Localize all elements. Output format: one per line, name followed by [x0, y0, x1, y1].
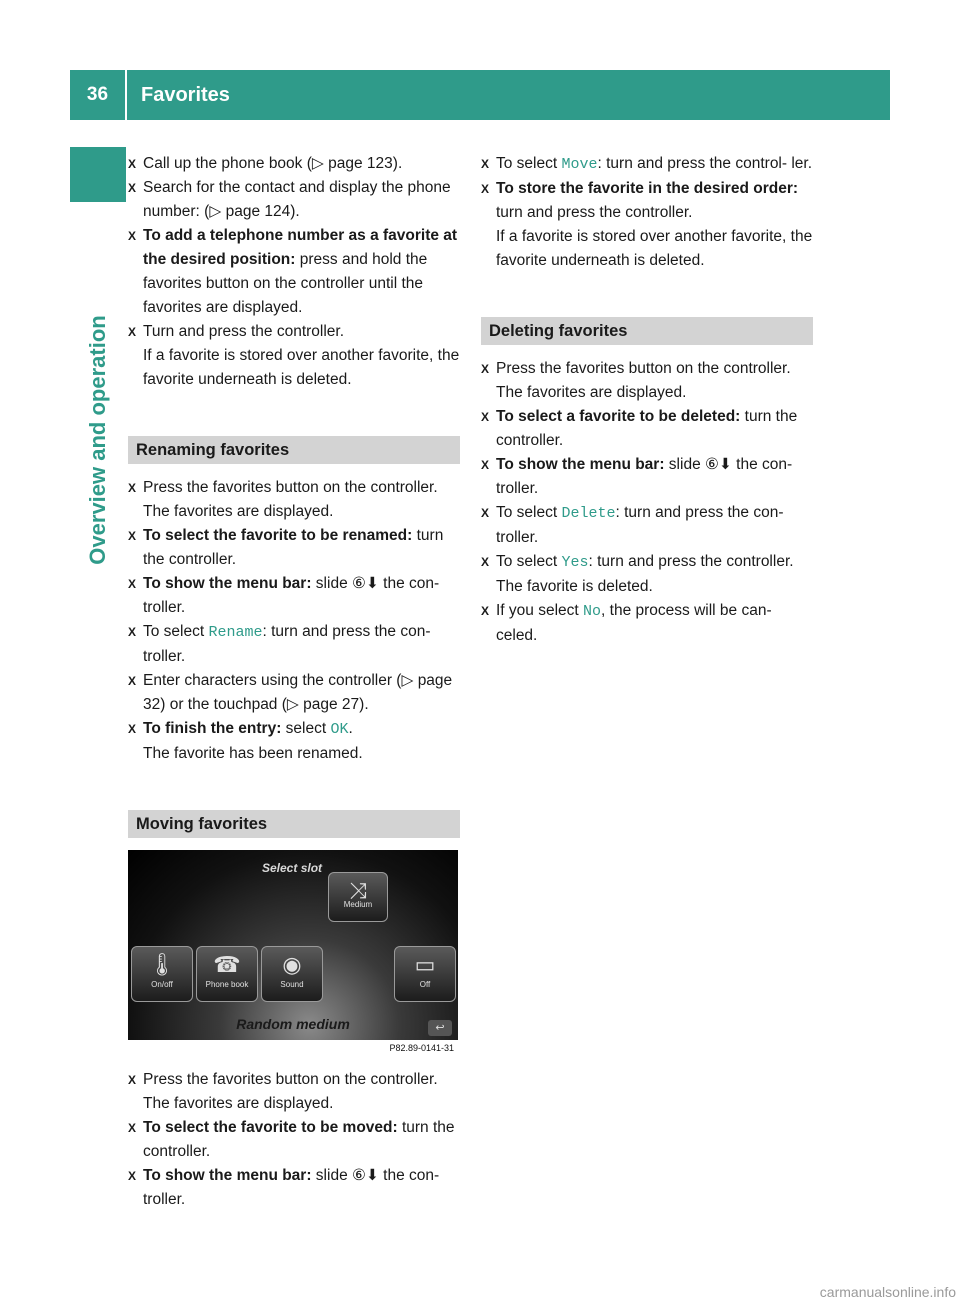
step-result-note: The favorite has been renamed.	[143, 745, 363, 762]
step-arrow-icon: X	[481, 555, 490, 569]
step-arrow-icon: X	[128, 529, 137, 543]
step-text: turn the controller.	[143, 527, 444, 568]
menu-item-reference: OK	[330, 721, 349, 738]
step-arrow-icon: X	[128, 1169, 137, 1183]
left-column	[128, 152, 460, 1212]
moving-steps	[128, 1068, 460, 1212]
instruction-step	[128, 176, 460, 224]
step-result-note: The favorites are displayed.	[143, 1095, 334, 1112]
step-text: ▷	[286, 696, 304, 713]
step-result-note: The favorites are displayed.	[143, 503, 334, 520]
step-arrow-icon: X	[481, 362, 490, 376]
step-text: page 123).	[328, 155, 403, 172]
step-text: Press the favorites button on the controller.	[496, 360, 791, 377]
step-text: : turn and press the control- ler.	[597, 155, 813, 172]
step-arrow-icon: X	[128, 325, 137, 339]
deleting-heading: Deleting favorites	[481, 317, 813, 345]
instruction-step	[128, 224, 460, 320]
step-result-note: The favorites are displayed.	[496, 384, 687, 401]
instruction-step	[128, 1116, 460, 1164]
step-result-note: If a favorite is stored over another favorite, the favorite underneath is deleted.	[496, 228, 813, 269]
step-text: To select	[496, 155, 562, 172]
step-text: slide ⑥⬇ the con- troller.	[143, 575, 440, 616]
instruction-step	[128, 620, 460, 669]
onoff-tile: 🌡 On/off	[131, 946, 193, 1002]
phone-book-tile: ☎ Phone book	[196, 946, 258, 1002]
screen-bottom-label: Random medium	[236, 1016, 350, 1032]
instruction-step	[128, 320, 460, 392]
step-text: Search for the contact and display the phone number: (	[143, 179, 451, 220]
step-text: If you select	[496, 602, 584, 619]
step-text: Turn and press the controller.	[143, 323, 345, 340]
phone-icon: ☎	[213, 952, 241, 977]
step-action-label: To show the menu bar:	[143, 575, 312, 592]
step-arrow-icon: X	[128, 1121, 137, 1135]
right-column	[481, 152, 813, 648]
step-arrow-icon: X	[481, 157, 490, 171]
moving-steps-continued	[481, 152, 813, 273]
sound-tile: ◉ Sound	[261, 946, 323, 1002]
step-text: Enter characters using the controller (	[143, 672, 402, 689]
step-text: To select	[496, 504, 562, 521]
instruction-step	[481, 599, 813, 648]
instruction-step	[481, 152, 813, 177]
instruction-step	[128, 152, 460, 176]
deleting-steps	[481, 357, 813, 648]
step-text: page 32) or the touchpad (	[143, 672, 453, 713]
off-tile: ▭ Off	[394, 946, 456, 1002]
side-tab-marker	[70, 147, 126, 202]
watermark: carmanualsonline.info	[819, 1284, 956, 1300]
step-arrow-icon: X	[128, 229, 137, 243]
step-text: turn the controller.	[496, 408, 798, 449]
moving-heading: Moving favorites	[128, 810, 460, 838]
menu-item-reference: Yes	[561, 554, 589, 571]
step-text: Call up the phone book (	[143, 155, 312, 172]
step-text: turn and press the controller.	[496, 204, 693, 221]
step-arrow-icon: X	[481, 604, 490, 618]
intro-steps	[128, 152, 460, 392]
step-action-label: To finish the entry:	[143, 720, 282, 737]
step-result-note: The favorite is deleted.	[496, 578, 653, 595]
instruction-step	[481, 405, 813, 453]
step-arrow-icon: X	[128, 157, 137, 171]
instruction-step	[481, 501, 813, 550]
step-text: To select	[496, 553, 562, 570]
step-action-label: To add a telephone number as a favorite at the desired position:	[143, 227, 458, 268]
step-action-label: To show the menu bar:	[143, 1167, 312, 1184]
menu-item-reference: Move	[561, 156, 598, 173]
instruction-step	[481, 453, 813, 501]
step-arrow-icon: X	[481, 410, 490, 424]
step-text: slide ⑥⬇ the con- troller.	[143, 1167, 440, 1208]
menu-item-reference: No	[583, 603, 602, 620]
instruction-step	[128, 669, 460, 717]
step-arrow-icon: X	[128, 181, 137, 195]
menu-item-reference: Delete	[561, 505, 616, 522]
step-text: ▷	[311, 155, 329, 172]
step-action-label: To select the favorite to be moved:	[143, 1119, 398, 1136]
step-text: ▷	[401, 672, 418, 689]
figure-code: P82.89-0141-31	[128, 1040, 458, 1056]
step-action-label: To select the favorite to be renamed:	[143, 527, 413, 544]
step-text: page 124).	[225, 203, 300, 220]
instruction-step	[128, 1068, 460, 1116]
step-text: : turn and press the con- troller.	[496, 504, 784, 546]
step-text: press and hold the favorites button on the controller until the favorites are displayed.	[143, 251, 428, 316]
step-text: select	[281, 720, 331, 737]
step-text: .	[348, 720, 353, 737]
step-arrow-icon: X	[128, 625, 137, 639]
instruction-step	[128, 1164, 460, 1212]
renaming-heading: Renaming favorites	[128, 436, 460, 464]
step-arrow-icon: X	[481, 182, 490, 196]
screen-title: Select slot	[262, 861, 323, 875]
instruction-step	[128, 476, 460, 524]
step-action-label: To select a favorite to be deleted:	[496, 408, 741, 425]
renaming-steps	[128, 476, 460, 766]
instruction-step	[128, 717, 460, 766]
step-arrow-icon: X	[481, 506, 490, 520]
step-text: Press the favorites button on the controller.	[143, 479, 438, 496]
chapter-label: Overview and operation	[85, 315, 110, 565]
step-arrow-icon: X	[128, 674, 137, 688]
instruction-step	[128, 572, 460, 620]
step-text: , the process will be can- celed.	[496, 602, 772, 644]
step-arrow-icon: X	[128, 1073, 137, 1087]
instruction-step	[128, 524, 460, 572]
speaker-icon: ◉	[282, 952, 302, 977]
page-number: 36	[86, 84, 109, 105]
step-result-note: If a favorite is stored over another favorite, the favorite underneath is deleted.	[143, 347, 460, 388]
step-text: : turn and press the controller.	[588, 553, 794, 570]
instruction-step	[481, 550, 813, 599]
step-arrow-icon: X	[128, 481, 137, 495]
step-text: page 27).	[303, 696, 369, 713]
step-text: ▷	[209, 203, 226, 220]
step-arrow-icon: X	[481, 458, 490, 472]
head-unit-screenshot	[128, 850, 458, 1056]
step-text: : turn and press the con- troller.	[143, 623, 431, 665]
step-arrow-icon: X	[128, 577, 137, 591]
display-icon: ▭	[414, 952, 436, 977]
instruction-step	[481, 177, 813, 273]
section-title: Favorites	[141, 84, 230, 106]
medium-tile: ⤨ Medium	[328, 872, 388, 922]
step-arrow-icon: X	[128, 722, 137, 736]
step-action-label: To show the menu bar:	[496, 456, 665, 473]
header-divider	[125, 70, 127, 120]
step-text: Press the favorites button on the controller.	[143, 1071, 438, 1088]
shuffle-icon: ⤨	[349, 878, 367, 903]
instruction-step	[481, 357, 813, 405]
thermometer-icon: 🌡	[148, 952, 176, 977]
step-text: slide ⑥⬇ the con- troller.	[496, 456, 793, 497]
step-text: turn the controller.	[143, 1119, 455, 1160]
menu-item-reference: Rename	[208, 624, 263, 641]
back-icon: ↩	[428, 1020, 452, 1036]
step-text: To select	[143, 623, 209, 640]
step-action-label: To store the favorite in the desired order:	[496, 180, 799, 197]
